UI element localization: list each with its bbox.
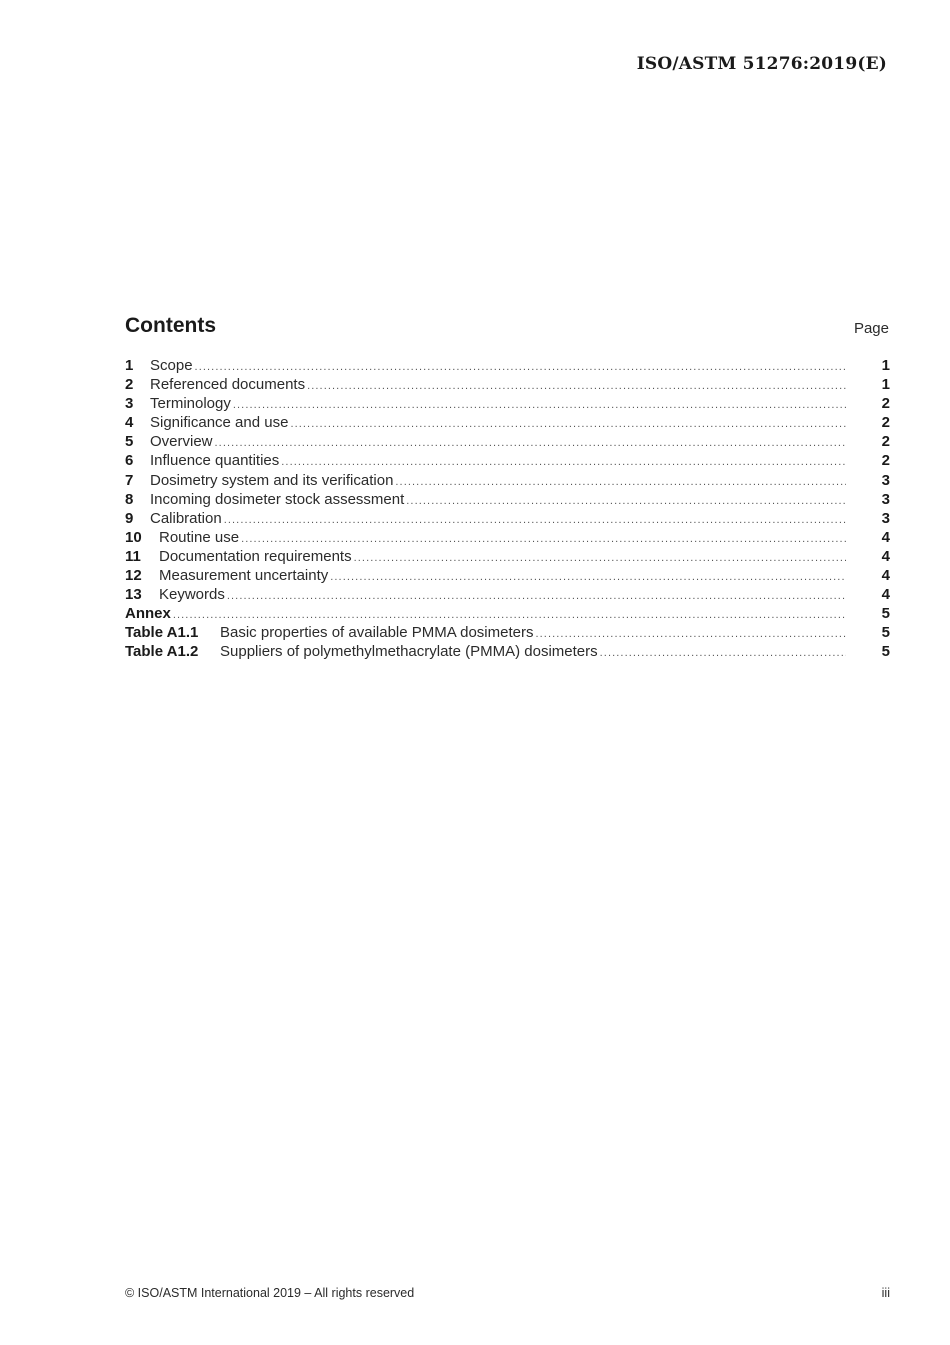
toc-entry-page: 2	[881, 414, 890, 432]
toc-entry-keywords[interactable]	[125, 585, 890, 604]
toc-entry-terminology[interactable]	[125, 394, 890, 413]
toc-entry-page: 4	[881, 547, 890, 565]
table-of-contents	[125, 356, 890, 662]
toc-entry-table-a1-1[interactable]	[125, 623, 890, 642]
toc-entry-title: Routine use	[159, 528, 240, 546]
toc-entry-title: Overview	[150, 433, 213, 451]
toc-entry-title: Suppliers of polymethylmethacrylate (PMMA) dosimeters	[220, 643, 598, 661]
dot-leader	[307, 377, 846, 396]
toc-entry-title: Basic properties of available PMMA dosimeters	[220, 624, 534, 642]
dot-leader	[290, 415, 846, 434]
toc-entry-number: 5	[125, 433, 134, 451]
toc-entry-overview[interactable]	[125, 432, 890, 451]
toc-entry-page: 3	[881, 490, 890, 508]
dot-leader	[215, 434, 846, 453]
toc-entry-page: 5	[881, 605, 890, 623]
toc-entry-number: 1	[125, 357, 134, 374]
toc-entry-annex[interactable]	[125, 604, 890, 623]
toc-entry-referenced-documents[interactable]	[125, 375, 890, 394]
dot-leader	[224, 511, 846, 530]
toc-entry-number: Table A1.2	[125, 643, 199, 661]
toc-entry-number: 12	[125, 567, 142, 585]
toc-entry-number: 9	[125, 509, 134, 527]
dot-leader	[406, 492, 846, 511]
toc-entry-significance-and-use[interactable]	[125, 413, 890, 432]
toc-entry-page: 4	[881, 586, 890, 604]
toc-entry-page: 3	[881, 509, 890, 527]
toc-entry-page: 4	[881, 567, 890, 585]
toc-entry-number: 4	[125, 414, 134, 432]
dot-leader	[600, 644, 846, 663]
toc-entry-title: Documentation requirements	[159, 547, 352, 565]
toc-entry-title: Terminology	[150, 395, 231, 413]
page-column-label: Page	[853, 320, 889, 337]
toc-entry-number: 13	[125, 586, 142, 604]
toc-entry-calibration[interactable]	[125, 509, 890, 528]
toc-entry-number: 2	[125, 376, 134, 394]
toc-entry-page: 5	[881, 643, 890, 661]
dot-leader	[330, 568, 846, 587]
toc-entry-routine-use[interactable]	[125, 528, 890, 547]
toc-entry-scope[interactable]	[125, 356, 890, 375]
toc-entry-title: Keywords	[159, 586, 225, 604]
toc-entry-title: Scope	[150, 357, 193, 374]
page-number: iii	[881, 1286, 890, 1300]
toc-entry-page: 5	[881, 624, 890, 642]
toc-entry-number: Annex	[125, 605, 171, 623]
toc-entry-dosimetry-system[interactable]	[125, 471, 890, 490]
toc-entry-title: Influence quantities	[150, 452, 280, 470]
toc-entry-page: 2	[881, 433, 890, 451]
toc-entry-number: Table A1.1	[125, 624, 199, 642]
toc-entry-measurement-uncertainty[interactable]	[125, 566, 890, 585]
toc-entry-title: Measurement uncertainty	[159, 567, 329, 585]
document-identifier: ISO/ASTM 51276:2019(E)	[636, 54, 887, 74]
toc-entry-page: 1	[881, 376, 890, 394]
toc-entry-page: 1	[881, 357, 890, 374]
dot-leader	[227, 587, 846, 606]
toc-entry-number: 8	[125, 490, 134, 508]
toc-entry-title: Significance and use	[150, 414, 289, 432]
toc-entry-number: 3	[125, 395, 134, 413]
dot-leader	[233, 396, 846, 415]
toc-entry-number: 10	[125, 528, 142, 546]
toc-entry-incoming-stock-assessment[interactable]	[125, 490, 890, 509]
toc-entry-page: 2	[881, 452, 890, 470]
toc-entry-number: 6	[125, 452, 134, 470]
toc-entry-title: Calibration	[150, 509, 222, 527]
toc-entry-number: 7	[125, 471, 134, 489]
toc-entry-page: 4	[881, 528, 890, 546]
toc-entry-page: 3	[881, 471, 890, 489]
copyright-notice: © ISO/ASTM International 2019 – All rights reserved	[125, 1286, 415, 1300]
toc-entry-page: 2	[881, 395, 890, 413]
dot-leader	[395, 473, 846, 492]
toc-entry-title: Referenced documents	[150, 376, 306, 394]
toc-entry-title: Dosimetry system and its verification	[150, 471, 394, 489]
toc-entry-table-a1-2[interactable]	[125, 642, 890, 661]
toc-entry-influence-quantities[interactable]	[125, 451, 890, 470]
toc-entry-number: 11	[125, 547, 141, 565]
contents-heading: Contents	[125, 314, 216, 337]
toc-entry-title: Incoming dosimeter stock assessment	[150, 490, 405, 508]
toc-entry-documentation-requirements[interactable]	[125, 547, 890, 566]
dot-leader	[354, 549, 846, 568]
